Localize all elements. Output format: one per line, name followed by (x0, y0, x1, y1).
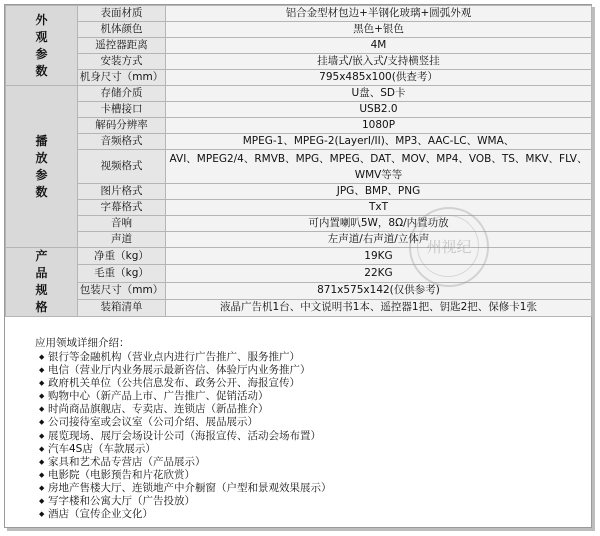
spec-value: 4M (166, 38, 592, 54)
diamond-bullet-icon: ◆ (39, 379, 45, 388)
spec-row (6, 248, 592, 265)
spec-label: 机体颜色 (78, 22, 166, 38)
spec-row (6, 6, 592, 22)
diamond-bullet-icon: ◆ (39, 483, 45, 492)
list-item: ◆ 购物中心（新产品上市、广告推广、促销活动） (39, 390, 269, 403)
diamond-bullet-icon: ◆ (39, 366, 45, 375)
spec-label: 字幕格式 (78, 200, 166, 216)
spec-value: 黑色+银色 (166, 22, 592, 38)
spec-label: 遥控器距离 (78, 38, 166, 54)
spec-label: 声道 (78, 232, 166, 248)
spec-label: 装箱清单 (78, 299, 166, 316)
spec-value: 铝合金型材包边+半钢化玻璃+圆弧外观 (166, 6, 592, 22)
list-item: ◆ 电信（营业厅内业务展示最新咨信、体验厅内业务推广） (39, 364, 311, 377)
spec-label: 音频格式 (78, 134, 166, 150)
spec-label: 存储介质 (78, 86, 166, 102)
diamond-bullet-icon: ◆ (39, 470, 45, 479)
spec-sheet (4, 4, 592, 528)
spec-row (6, 200, 592, 216)
spec-row (6, 282, 592, 299)
spec-value: TxT (166, 200, 592, 216)
list-item: ◆ 家具和艺术品专营店（产品展示） (39, 455, 206, 468)
spec-value: MPEG-1、MPEG-2(LayerI/II)、MP3、AAC-LC、WMA、 (166, 134, 592, 150)
list-item: ◆ 展览现场、展厅会场设计公司（海报宣传、活动会场布置） (39, 429, 321, 442)
diamond-bullet-icon: ◆ (39, 392, 45, 401)
diamond-bullet-icon: ◆ (39, 444, 45, 453)
diamond-bullet-icon: ◆ (39, 497, 45, 506)
list-item: ◆ 电影院（电影预告和片花欣赏） (39, 468, 195, 481)
spec-value: 1080P (166, 118, 592, 134)
spec-row (6, 184, 592, 200)
diamond-bullet-icon: ◆ (39, 510, 45, 519)
group-label-playback: 播放参数 (6, 86, 78, 248)
diamond-bullet-icon: ◆ (39, 353, 45, 361)
diamond-bullet-icon: ◆ (39, 405, 45, 414)
list-item: ◆ 酒店（宣传企业文化） (39, 508, 153, 521)
spec-label: 视频格式 (78, 150, 166, 184)
applications-list (39, 351, 332, 521)
spec-label: 表面材质 (78, 6, 166, 22)
spec-row (6, 265, 592, 282)
applications-title: 应用领域详细介绍： (35, 337, 130, 349)
spec-table (5, 5, 592, 317)
spec-value: 22KG (166, 265, 592, 282)
spec-value: 挂墙式/嵌入式/支持横竖挂 (166, 54, 592, 70)
diamond-bullet-icon: ◆ (39, 457, 45, 466)
list-item: ◆ 政府机关单位（公共信息发布、政务公开、海报宣传） (39, 377, 300, 390)
spec-value: 左声道/右声道/立体声 (166, 232, 592, 248)
list-item: ◆ 房地产售楼大厅、连锁地产中介橱窗（户型和景观效果展示） (39, 481, 332, 494)
spec-row (6, 232, 592, 248)
spec-label: 安装方式 (78, 54, 166, 70)
spec-row (6, 70, 592, 86)
spec-value: 可内置喇叭5W，8Ω/内置功放 (166, 216, 592, 232)
spec-label: 机身尺寸（mm） (78, 70, 166, 86)
list-item: ◆ 写字楼和公寓大厅（广告投放） (39, 495, 195, 508)
spec-value: 液晶广告机1台、中文说明书1本、遥控器1把、钥匙2把、保修卡1张 (166, 299, 592, 316)
spec-value: USB2.0 (166, 102, 592, 118)
spec-value: U盘、SD卡 (166, 86, 592, 102)
spec-value: AVI、MPEG2/4、RMVB、MPG、MPEG、DAT、MOV、MP4、VOB、TS、MKV、FLV、WMV等等 (166, 150, 592, 184)
spec-value: JPG、BMP、PNG (166, 184, 592, 200)
diamond-bullet-icon: ◆ (39, 431, 45, 440)
group-label-product: 产品规格 (6, 248, 78, 317)
list-item: ◆ 时尚商品旗舰店、专卖店、连锁店（新品推介） (39, 403, 269, 416)
group-label-appearance: 外观参数 (6, 6, 78, 86)
spec-label: 解码分辨率 (78, 118, 166, 134)
spec-label: 毛重（kg） (78, 265, 166, 282)
spec-row (6, 134, 592, 150)
spec-row (6, 102, 592, 118)
list-item: ◆ 公司接待室或会议室（公司介绍、展品展示） (39, 416, 258, 429)
spec-row (6, 150, 592, 184)
list-item: ◆ 汽车4S店（车款展示） (39, 442, 156, 455)
spec-label: 音响 (78, 216, 166, 232)
spec-row (6, 216, 592, 232)
spec-label: 图片格式 (78, 184, 166, 200)
spec-label: 卡槽接口 (78, 102, 166, 118)
spec-value: 19KG (166, 248, 592, 265)
diamond-bullet-icon: ◆ (39, 418, 45, 427)
spec-row (6, 118, 592, 134)
spec-label: 包装尺寸（mm） (78, 282, 166, 299)
watermark-stamp: 州视纪 (409, 207, 489, 287)
spec-row (6, 86, 592, 102)
spec-value: 795x485x100(供查考） (166, 70, 592, 86)
spec-value: 871x575x142(仅供参考) (166, 282, 592, 299)
spec-row (6, 22, 592, 38)
spec-row (6, 299, 592, 316)
spec-row (6, 38, 592, 54)
spec-label: 净重（kg） (78, 248, 166, 265)
list-item: ◆ 银行等金融机构（营业点内进行广告推广、服务推广） (39, 351, 300, 363)
spec-row (6, 54, 592, 70)
